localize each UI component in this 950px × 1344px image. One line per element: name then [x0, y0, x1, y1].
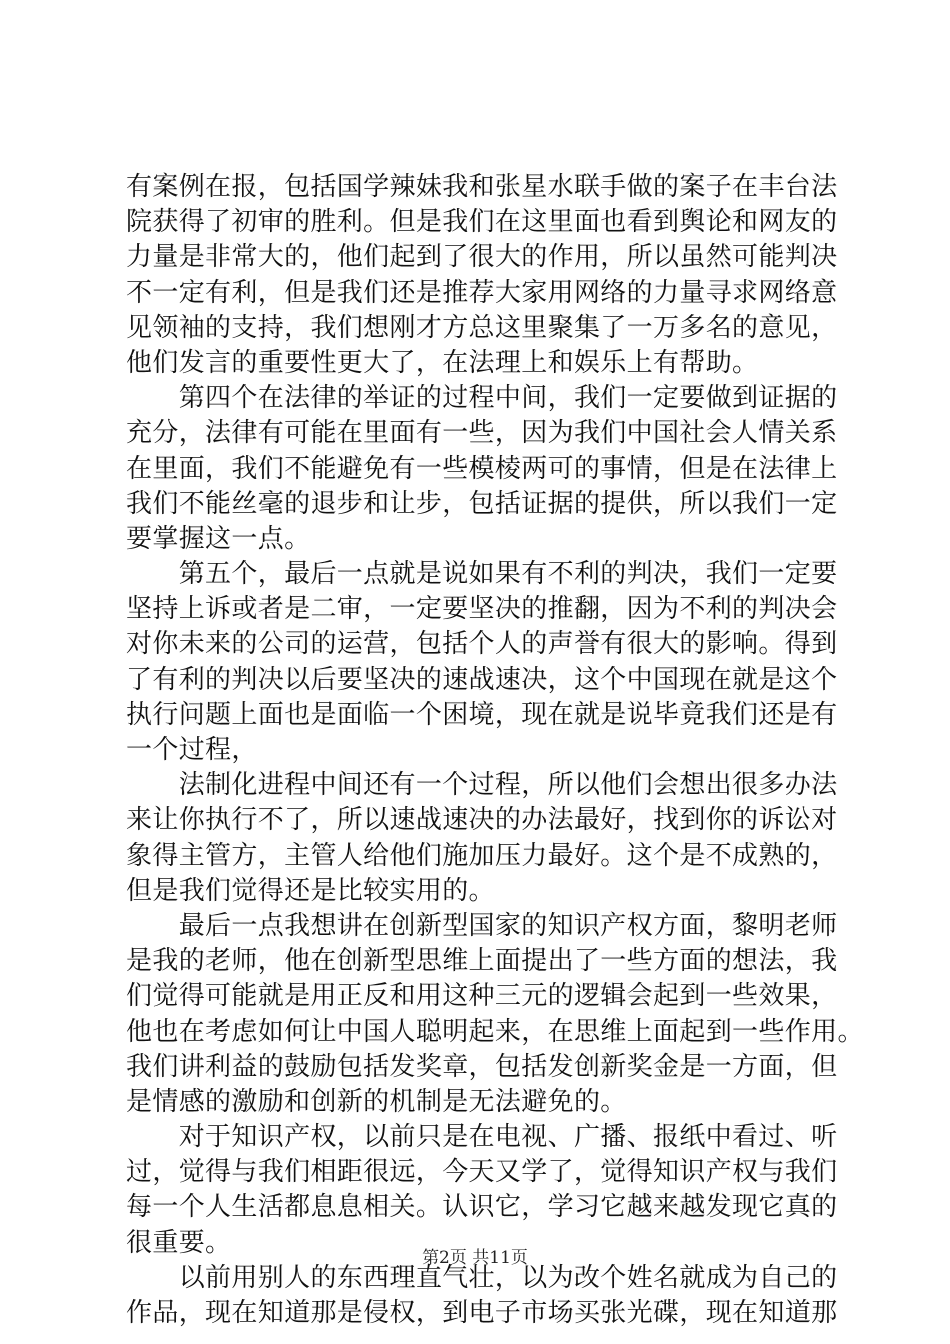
text-line: 对于知识产权，以前只是在电视、广播、报纸中看过、听 — [126, 1122, 838, 1153]
text-line: 是我的老师，他在创新型思维上面提出了一些方面的想法，我 — [126, 946, 838, 977]
text-line: 力量是非常大的，他们起到了很大的作用，所以虽然可能判决 — [126, 242, 838, 273]
text-line: 我们不能丝毫的退步和让步，包括证据的提供，所以我们一定 — [126, 488, 838, 519]
text-line: 了有利的判决以后要坚决的速战速决，这个中国现在就是这个 — [126, 664, 838, 695]
text-line: 院获得了初审的胜利。但是我们在这里面也看到舆论和网友的 — [126, 207, 838, 238]
text-line: 他也在考虑如何让中国人聪明起来，在思维上面起到一些作用。 — [126, 1016, 864, 1047]
text-line: 有案例在报，包括国学辣妹我和张星水联手做的案子在丰台法 — [126, 172, 838, 202]
page-number-footer: 第2页 共11页 — [422, 1248, 528, 1268]
text-line: 作品，现在知道那是侵权，到电子市场买张光碟，现在知道那 — [126, 1298, 838, 1328]
text-line: 见领袖的支持，我们想刚才方总这里聚集了一万多名的意见， — [126, 312, 838, 343]
text-line: 一个过程， — [126, 735, 258, 765]
text-line: 要掌握这一点。 — [126, 523, 311, 554]
text-line: 执行问题上面也是面临一个困境，现在就是说毕竟我们还是有 — [126, 699, 838, 730]
text-line: 对你未来的公司的运营，包括个人的声誉有很大的影响。得到 — [126, 629, 838, 660]
text-line: 我们讲利益的鼓励包括发奖章，包括发创新奖金是一方面，但 — [126, 1051, 838, 1082]
text-line: 每一个人生活都息息相关。认识它，学习它越来越发现它真的 — [126, 1192, 838, 1223]
text-line: 以前用别人的东西理直气壮，以为改个姓名就成为自己的 — [126, 1262, 838, 1293]
text-line: 充分，法律有可能在里面有一些，因为我们中国社会人情关系 — [126, 418, 838, 449]
text-line: 最后一点我想讲在创新型国家的知识产权方面，黎明老师 — [126, 910, 838, 941]
text-line: 在里面，我们不能避免有一些模棱两可的事情，但是在法律上 — [126, 453, 838, 484]
text-line: 坚持上诉或者是二审，一定要坚决的推翻，因为不利的判决会 — [126, 594, 838, 625]
text-line: 们觉得可能就是用正反和用这种三元的逻辑会起到一些效果， — [126, 981, 838, 1012]
text-line: 但是我们觉得还是比较实用的。 — [126, 875, 495, 906]
text-line: 法制化进程中间还有一个过程，所以他们会想出很多办法 — [126, 770, 838, 801]
body-text — [126, 170, 864, 1331]
text-line: 不一定有利，但是我们还是推荐大家用网络的力量寻求网络意 — [126, 277, 838, 308]
text-line: 是情感的激励和创新的机制是无法避免的。 — [126, 1086, 627, 1117]
text-line: 很重要。 — [126, 1227, 232, 1258]
text-line: 象得主管方，主管人给他们施加压力最好。这个是不成熟的， — [126, 840, 838, 871]
text-line: 他们发言的重要性更大了，在法理上和娱乐上有帮助。 — [126, 347, 759, 378]
text-line: 第四个在法律的举证的过程中间，我们一定要做到证据的 — [126, 383, 838, 414]
text-line: 第五个，最后一点就是说如果有不利的判决，我们一定要 — [126, 559, 838, 590]
text-line: 来让你执行不了，所以速战速决的办法最好，找到你的诉讼对 — [126, 805, 838, 836]
text-line: 过，觉得与我们相距很远，今天又学了，觉得知识产权与我们 — [126, 1157, 838, 1188]
